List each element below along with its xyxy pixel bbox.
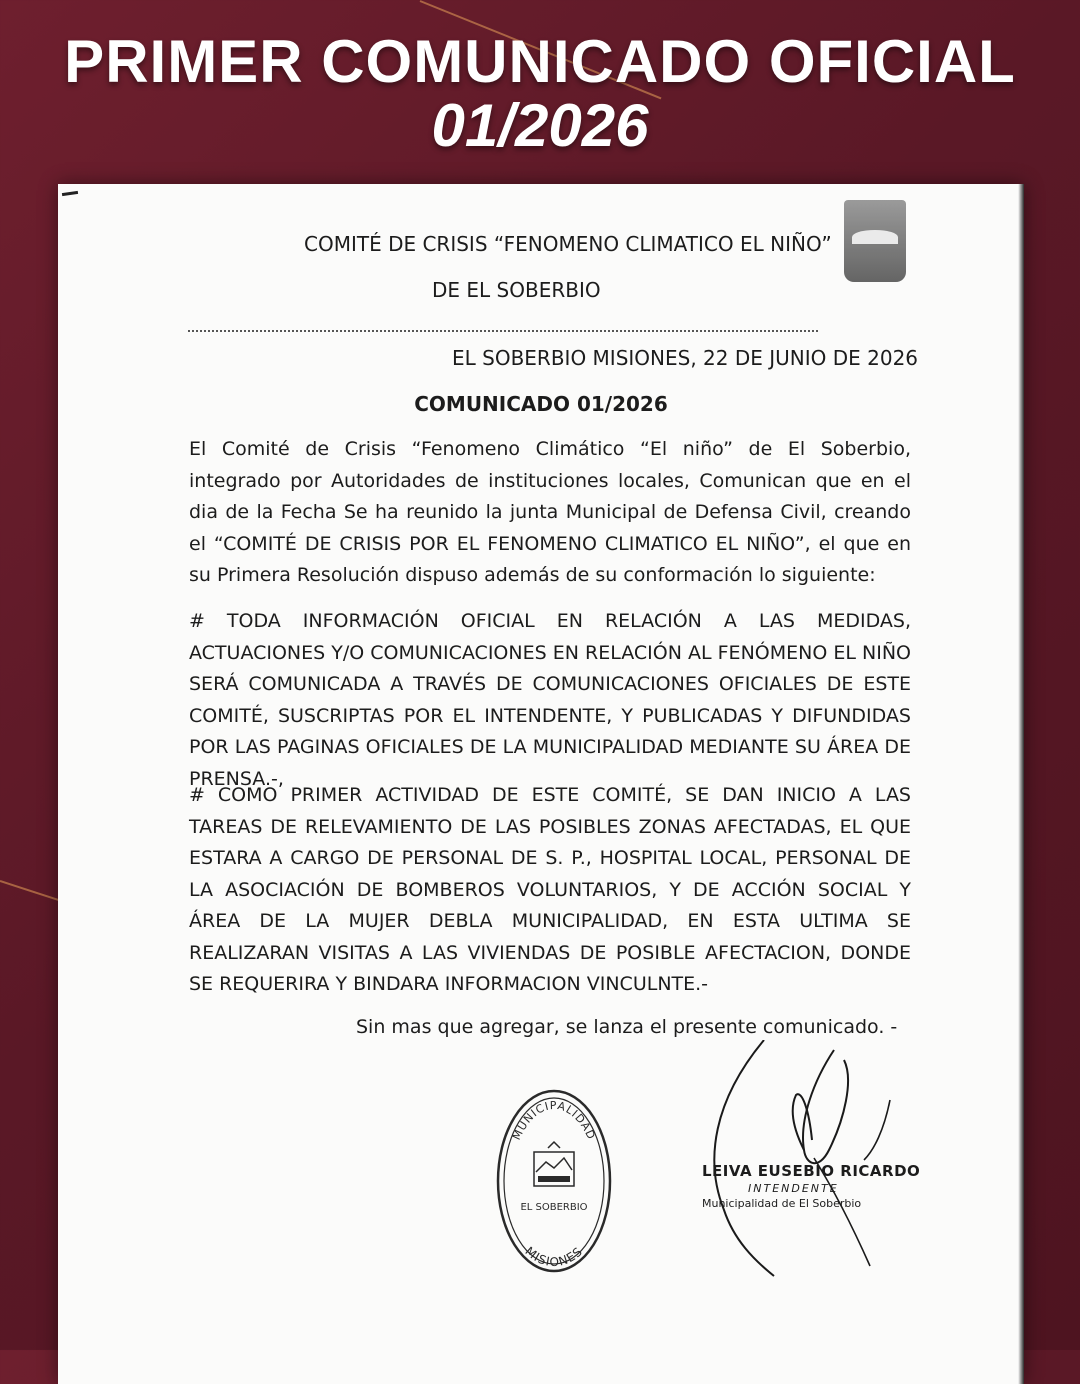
date-line: EL SOBERBIO MISIONES, 22 DE JUNIO DE 2026 xyxy=(452,346,919,370)
paragraph-official-info: # TODA INFORMACIÓN OFICIAL EN RELACIÓN A LAS MEDIDAS, ACTUACIONES Y/O COMUNICACIONES EN RELACIÓN AL FENÓMENO EL NIÑO SERÁ COMUNICADA A TRAVÉS DE COMUNICACIONES OFICIALES DE ESTE COMITÉ, SUSCRIPTAS POR EL INTENDENTE, Y PUBLICADAS Y DIFUNDIDAS POR LAS PAGINAS OFICIALES DE LA MUNICIPALIDAD MEDIANTE SU ÁREA DE PRENSA.-, xyxy=(189,610,911,790)
municipal-coat-of-arms-icon xyxy=(844,200,906,282)
seal-bottom-text: MISIONES xyxy=(522,1244,586,1270)
paragraph-intro: El Comité de Crisis “Fenomeno Climático “El niño” de El Soberbio, integrado por Autoridades de instituciones locales, Comunican que en el dia de la Fecha Se ha reunido la junta Municipal de Defensa Civil, creando el “COMITÉ DE CRISIS POR EL FENOMENO CLIMATICO EL NIÑO”, el que en su Primera Resolución dispuso además de su conformación lo siguiente: xyxy=(189,438,911,586)
signatory-name: LEIVA EUSEBIO RICARDO xyxy=(702,1162,921,1180)
corner-mark xyxy=(62,191,78,196)
seal-top-text: MUNICIPALIDAD xyxy=(509,1098,599,1143)
municipal-seal xyxy=(494,1086,614,1276)
dotted-divider xyxy=(188,330,818,332)
handwritten-signature xyxy=(694,1040,894,1280)
signatory-role: INTENDENTE xyxy=(748,1182,839,1195)
closing-line: Sin mas que agregar, se lanza el presente comunicado. - xyxy=(356,1016,898,1038)
paragraph-first-activity: # COMO PRIMER ACTIVIDAD DE ESTE COMITÉ, SE DAN INICIO A LAS TAREAS DE RELEVAMIENTO DE LAS POSIBLES ZONAS AFECTADAS, EL QUE ESTARA A CARGO DE PERSONAL DE S. P., HOSPITAL LOCAL, PERSONAL DE LA ASOCIACIÓN DE BOMBEROS VOLUNTARIOS, Y DE ACCIÓN SOCIAL Y ÁREA DE LA MUJER DEBLA MUNICIPALIDAD, EN ESTA ULTIMA SE REALIZARAN VISITAS A LAS VIVIENDAS DE POSIBLE AFECTACION, DONDE SE REQUERIRA Y BINDARA INFORMACION VINCULNTE.- xyxy=(189,784,911,995)
org-line-1: COMITÉ DE CRISIS “FENOMENO CLIMATICO EL NIÑO” xyxy=(304,232,832,256)
header-title: PRIMER COMUNICADO OFICIAL xyxy=(64,28,1016,95)
seal-middle-text: EL SOBERBIO xyxy=(520,1202,588,1213)
svg-text:MISIONES xyxy=(522,1244,585,1269)
paper-edge xyxy=(1018,184,1024,1384)
seal-emblem-icon xyxy=(534,1142,574,1186)
header xyxy=(0,30,1080,158)
header-number: 01/2026 xyxy=(431,92,649,159)
org-line-2: DE EL SOBERBIO xyxy=(432,278,601,302)
document-paper xyxy=(58,184,1024,1384)
document-title: COMUNICADO 01/2026 xyxy=(414,392,668,416)
signatory-organization: Municipalidad de El Soberbio xyxy=(702,1197,862,1210)
